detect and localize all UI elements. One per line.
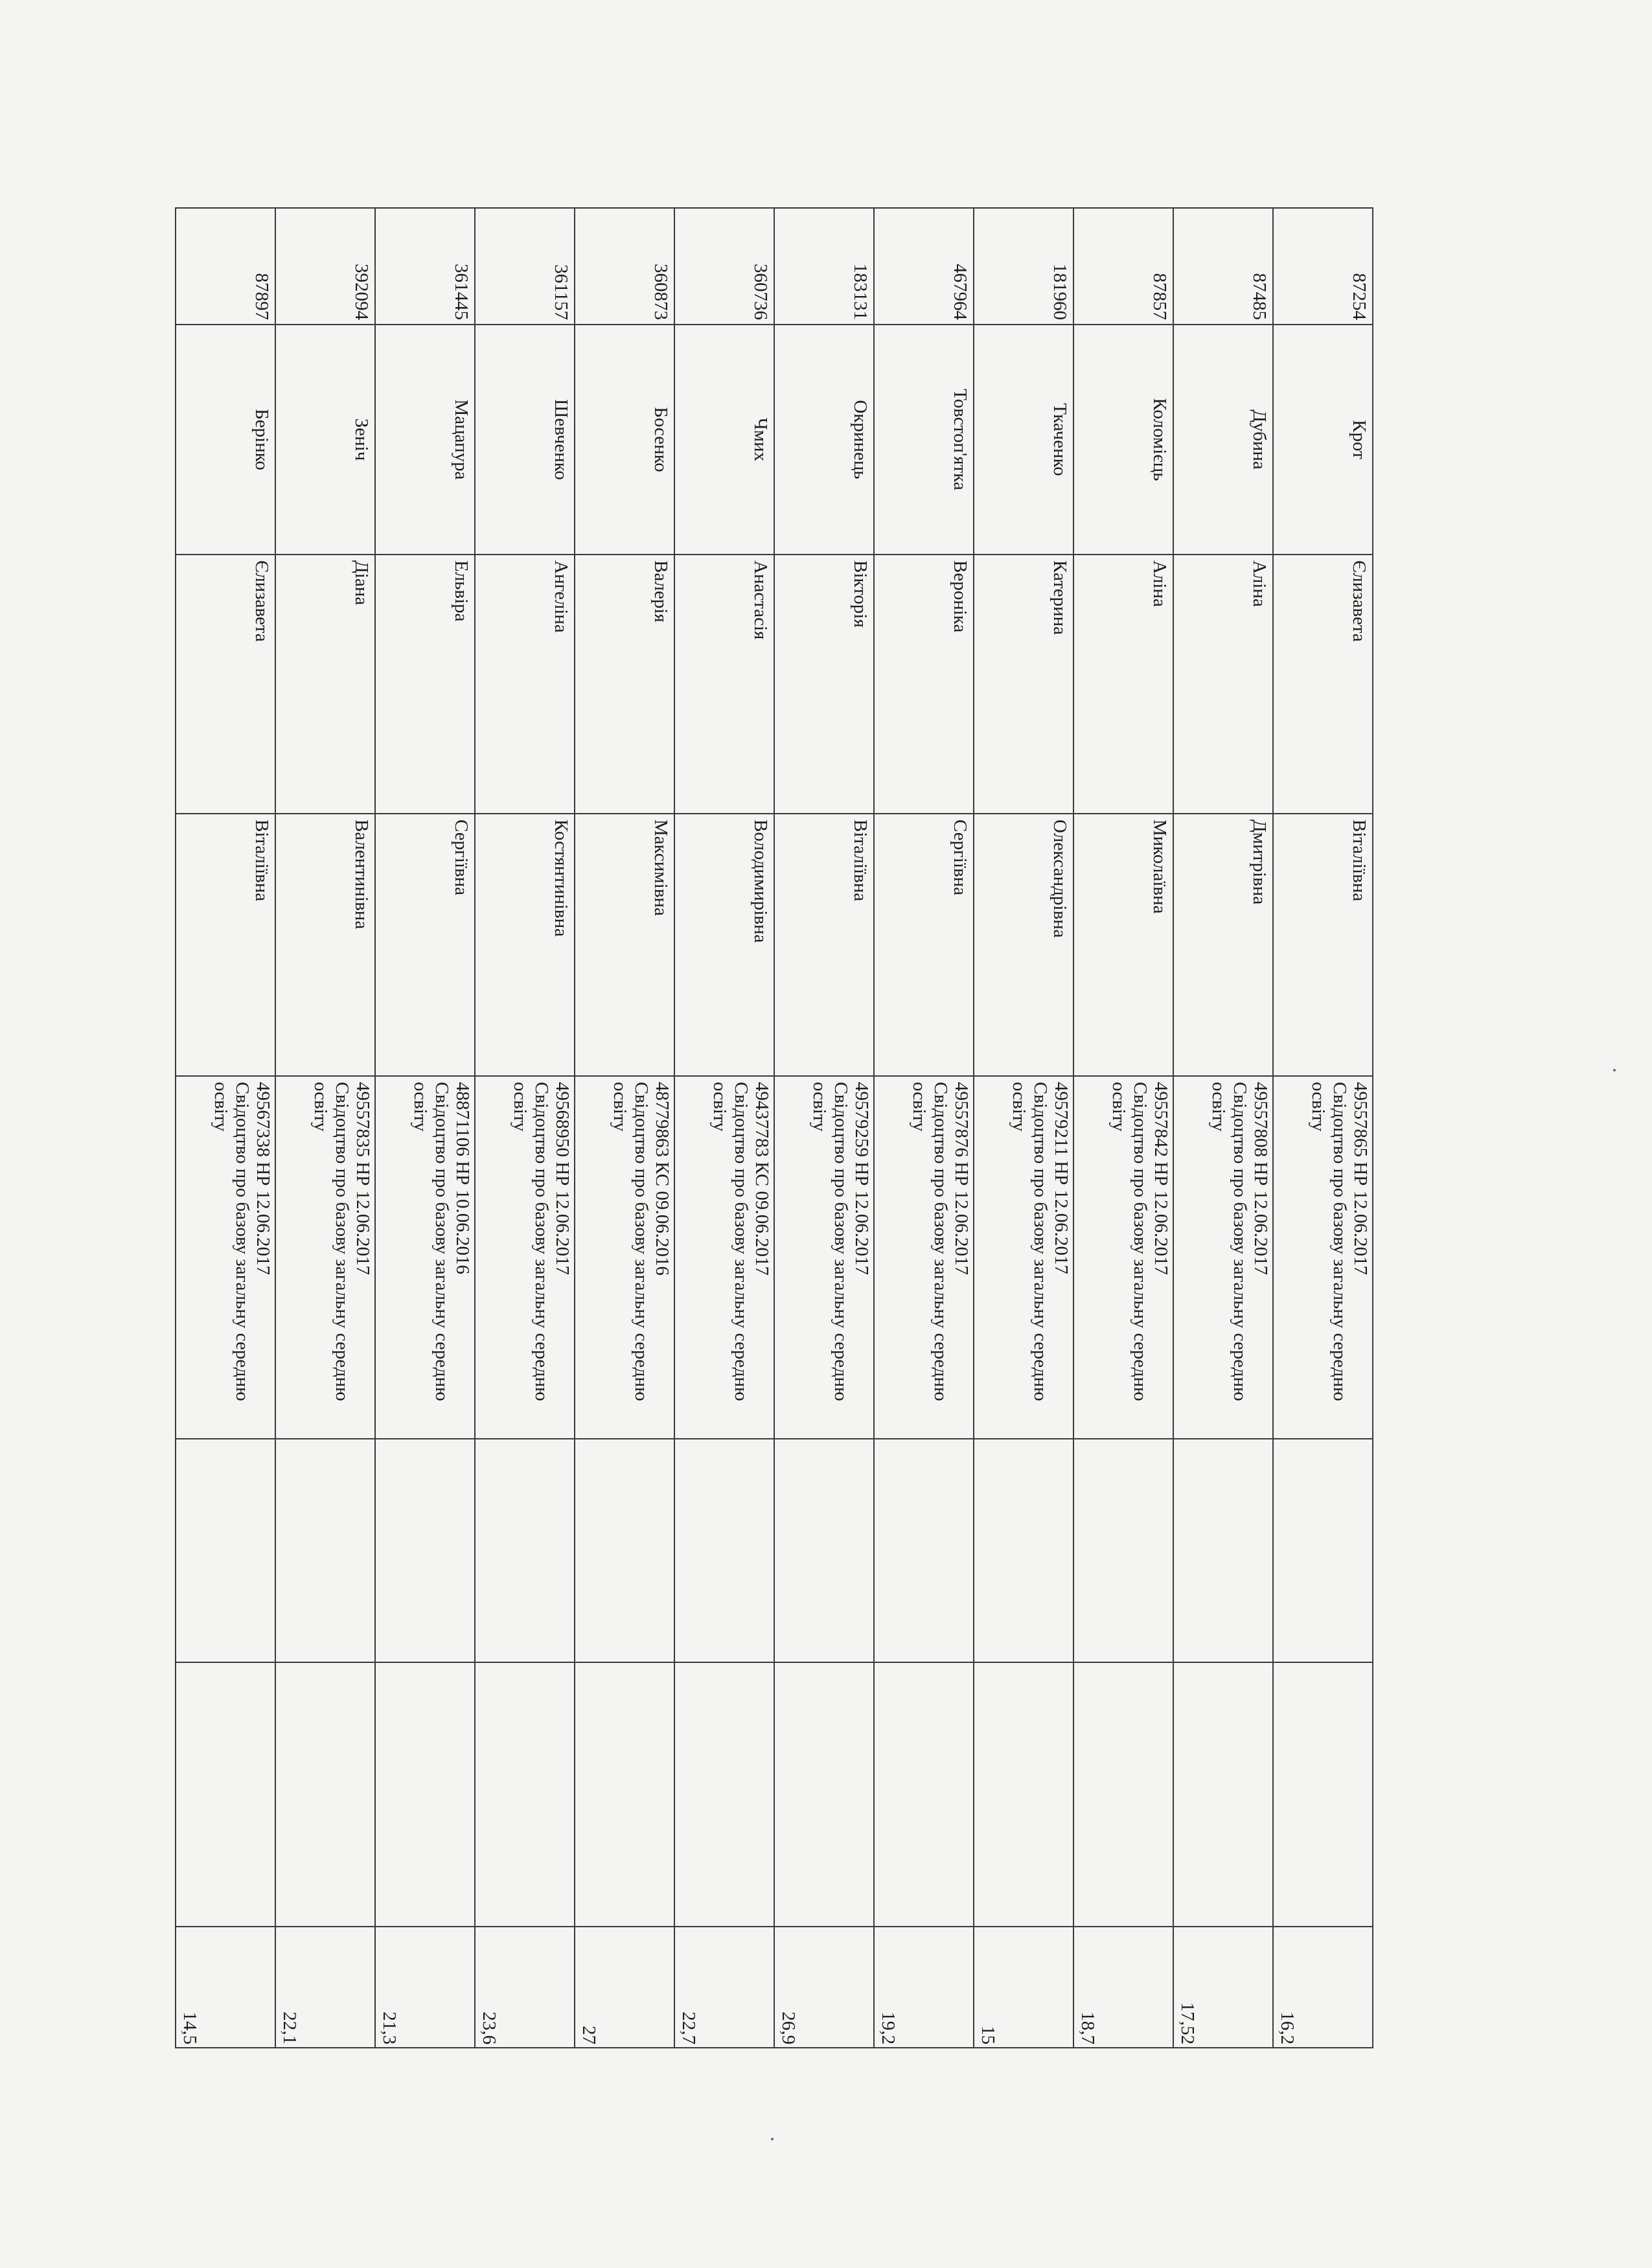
first-name-cell: Єлизавета [176, 555, 275, 814]
last-name-cell: Зеніч [275, 325, 375, 555]
table-row [774, 208, 874, 2048]
empty-cell [974, 1439, 1073, 1662]
last-name-cell: Окринець [774, 325, 874, 555]
first-name-cell: Діана [275, 555, 375, 814]
document-number: 49557876 НР 12.06.2017 [951, 1082, 972, 1276]
patronymic-cell: Сергіївна [874, 814, 974, 1076]
document-number: 49557835 НР 12.06.2017 [352, 1082, 373, 1276]
applicant-id-cell: 87485 [1173, 208, 1273, 325]
score-cell: 22,1 [275, 1927, 375, 2048]
score-cell: 27 [575, 1927, 674, 2048]
document-number: 49579211 НР 12.06.2017 [1051, 1082, 1072, 1274]
last-name-cell: Коломієць [1073, 325, 1173, 555]
empty-cell [1073, 1439, 1173, 1662]
empty-cell [275, 1439, 375, 1662]
scanned-table-page [179, 207, 1373, 2047]
last-name-cell: Дубина [1173, 325, 1273, 555]
score-cell: 15 [974, 1927, 1073, 2048]
document-type: Свідоцтво про базову загальну середню освіту [610, 1082, 652, 1401]
scan-speck [1613, 1069, 1616, 1071]
applicant-id-cell: 181960 [974, 208, 1073, 325]
patronymic-cell: Миколаївна [1073, 814, 1173, 1076]
applicant-id-cell: 467964 [874, 208, 974, 325]
rotated-table-wrapper [179, 207, 1373, 2047]
document-number: 49437783 КС 09.06.2017 [751, 1082, 772, 1276]
empty-cell [375, 1662, 475, 1927]
document-cell [475, 1076, 575, 1439]
document-cell [874, 1076, 974, 1439]
first-name-cell: Катерина [974, 555, 1073, 814]
first-name-cell: Аліна [1073, 555, 1173, 814]
score-cell: 16,2 [1273, 1927, 1373, 2048]
document-cell [674, 1076, 774, 1439]
first-name-cell: Валерія [575, 555, 674, 814]
last-name-cell: Товстоп'ятка [874, 325, 974, 555]
document-type: Свідоцтво про базову загальну середню освіту [1108, 1082, 1151, 1401]
table-row [275, 208, 375, 2048]
scan-speck [771, 2138, 774, 2140]
table-row [1273, 208, 1373, 2048]
document-number: 49557865 НР 12.06.2017 [1350, 1082, 1371, 1276]
score-cell: 21,3 [375, 1927, 475, 2048]
score-cell: 17,52 [1173, 1927, 1273, 2048]
patronymic-cell: Віталіївна [176, 814, 275, 1076]
first-name-cell: Вікторія [774, 555, 874, 814]
document-type: Свідоцтво про базову загальну середню освіту [909, 1082, 951, 1401]
empty-cell [1273, 1439, 1373, 1662]
empty-cell [1273, 1662, 1373, 1927]
empty-cell [674, 1662, 774, 1927]
last-name-cell: Чмих [674, 325, 774, 555]
table-row [475, 208, 575, 2048]
patronymic-cell: Сергіївна [375, 814, 475, 1076]
first-name-cell: Ельвіра [375, 555, 475, 814]
table-row [1073, 208, 1173, 2048]
empty-cell [1073, 1662, 1173, 1927]
document-cell [575, 1076, 674, 1439]
patronymic-cell: Дмитрівна [1173, 814, 1273, 1076]
patronymic-cell: Віталіївна [774, 814, 874, 1076]
last-name-cell: Босенко [575, 325, 674, 555]
applicant-id-cell: 87897 [176, 208, 275, 325]
table-row [974, 208, 1073, 2048]
table-row [375, 208, 475, 2048]
applicant-id-cell: 361157 [475, 208, 575, 325]
empty-cell [176, 1662, 275, 1927]
patronymic-cell: Олександрівна [974, 814, 1073, 1076]
score-cell: 14,5 [176, 1927, 275, 2048]
empty-cell [974, 1662, 1073, 1927]
table-row [1173, 208, 1273, 2048]
document-cell [1273, 1076, 1373, 1439]
document-type: Свідоцтво про базову загальну середню освіту [510, 1082, 552, 1401]
document-type: Свідоцтво про базову загальну середню освіту [310, 1082, 352, 1401]
patronymic-cell: Віталіївна [1273, 814, 1373, 1076]
table-row [874, 208, 974, 2048]
document-cell [1073, 1076, 1173, 1439]
empty-cell [774, 1662, 874, 1927]
last-name-cell: Мацапура [375, 325, 475, 555]
empty-cell [575, 1662, 674, 1927]
patronymic-cell: Костянтинівна [475, 814, 575, 1076]
last-name-cell: Берінко [176, 325, 275, 555]
patronymic-cell: Валентинівна [275, 814, 375, 1076]
applicant-id-cell: 361445 [375, 208, 475, 325]
empty-cell [774, 1439, 874, 1662]
applicant-id-cell: 87254 [1273, 208, 1373, 325]
first-name-cell: Анастасія [674, 555, 774, 814]
document-number: 48871106 НР 10.06.2016 [452, 1082, 473, 1274]
document-type: Свідоцтво про базову загальну середню освіту [410, 1082, 452, 1401]
document-number: 49579259 НР 12.06.2017 [851, 1082, 872, 1276]
document-cell [774, 1076, 874, 1439]
empty-cell [575, 1439, 674, 1662]
document-number: 48779863 КС 09.06.2016 [652, 1082, 672, 1276]
score-cell: 18,7 [1073, 1927, 1173, 2048]
empty-cell [1173, 1662, 1273, 1927]
applicant-id-cell: 360736 [674, 208, 774, 325]
score-cell: 22,7 [674, 1927, 774, 2048]
empty-cell [375, 1439, 475, 1662]
patronymic-cell: Володимирівна [674, 814, 774, 1076]
empty-cell [176, 1439, 275, 1662]
document-cell [176, 1076, 275, 1439]
score-cell: 26,9 [774, 1927, 874, 2048]
document-type: Свідоцтво про базову загальну середню освіту [709, 1082, 751, 1401]
applicant-id-cell: 392094 [275, 208, 375, 325]
applicant-id-cell: 360873 [575, 208, 674, 325]
first-name-cell: Єлизавета [1273, 555, 1373, 814]
first-name-cell: Аліна [1173, 555, 1273, 814]
document-type: Свідоцтво про базову загальну середню освіту [809, 1082, 851, 1401]
document-number: 49557842 НР 12.06.2017 [1151, 1082, 1171, 1276]
applicant-id-cell: 183131 [774, 208, 874, 325]
empty-cell [1173, 1439, 1273, 1662]
document-cell [375, 1076, 475, 1439]
applicant-id-cell: 87857 [1073, 208, 1173, 325]
document-type: Свідоцтво про базову загальну середню освіту [211, 1082, 253, 1401]
last-name-cell: Ткаченко [974, 325, 1073, 555]
document-type: Свідоцтво про базову загальну середню освіту [1208, 1082, 1250, 1401]
document-cell [974, 1076, 1073, 1439]
table-row [575, 208, 674, 2048]
empty-cell [674, 1439, 774, 1662]
empty-cell [275, 1662, 375, 1927]
document-number: 49557808 НР 12.06.2017 [1250, 1082, 1271, 1276]
last-name-cell: Шевченко [475, 325, 575, 555]
last-name-cell: Крот [1273, 325, 1373, 555]
document-cell [275, 1076, 375, 1439]
first-name-cell: Ангеліна [475, 555, 575, 814]
patronymic-cell: Максимівна [575, 814, 674, 1076]
document-cell [1173, 1076, 1273, 1439]
table-body [176, 208, 1373, 2048]
score-cell: 19,2 [874, 1927, 974, 2048]
document-type: Свідоцтво про базову загальну середню освіту [1009, 1082, 1051, 1401]
table-row [176, 208, 275, 2048]
empty-cell [874, 1662, 974, 1927]
empty-cell [874, 1439, 974, 1662]
score-cell: 23,6 [475, 1927, 575, 2048]
empty-cell [475, 1439, 575, 1662]
first-name-cell: Вероніка [874, 555, 974, 814]
table-row [674, 208, 774, 2048]
document-number: 49567338 НР 12.06.2017 [253, 1082, 273, 1276]
document-type: Свідоцтво про базову загальну середню освіту [1308, 1082, 1350, 1401]
applicants-table [175, 207, 1373, 2048]
document-number: 49568950 НР 12.06.2017 [552, 1082, 573, 1276]
empty-cell [475, 1662, 575, 1927]
